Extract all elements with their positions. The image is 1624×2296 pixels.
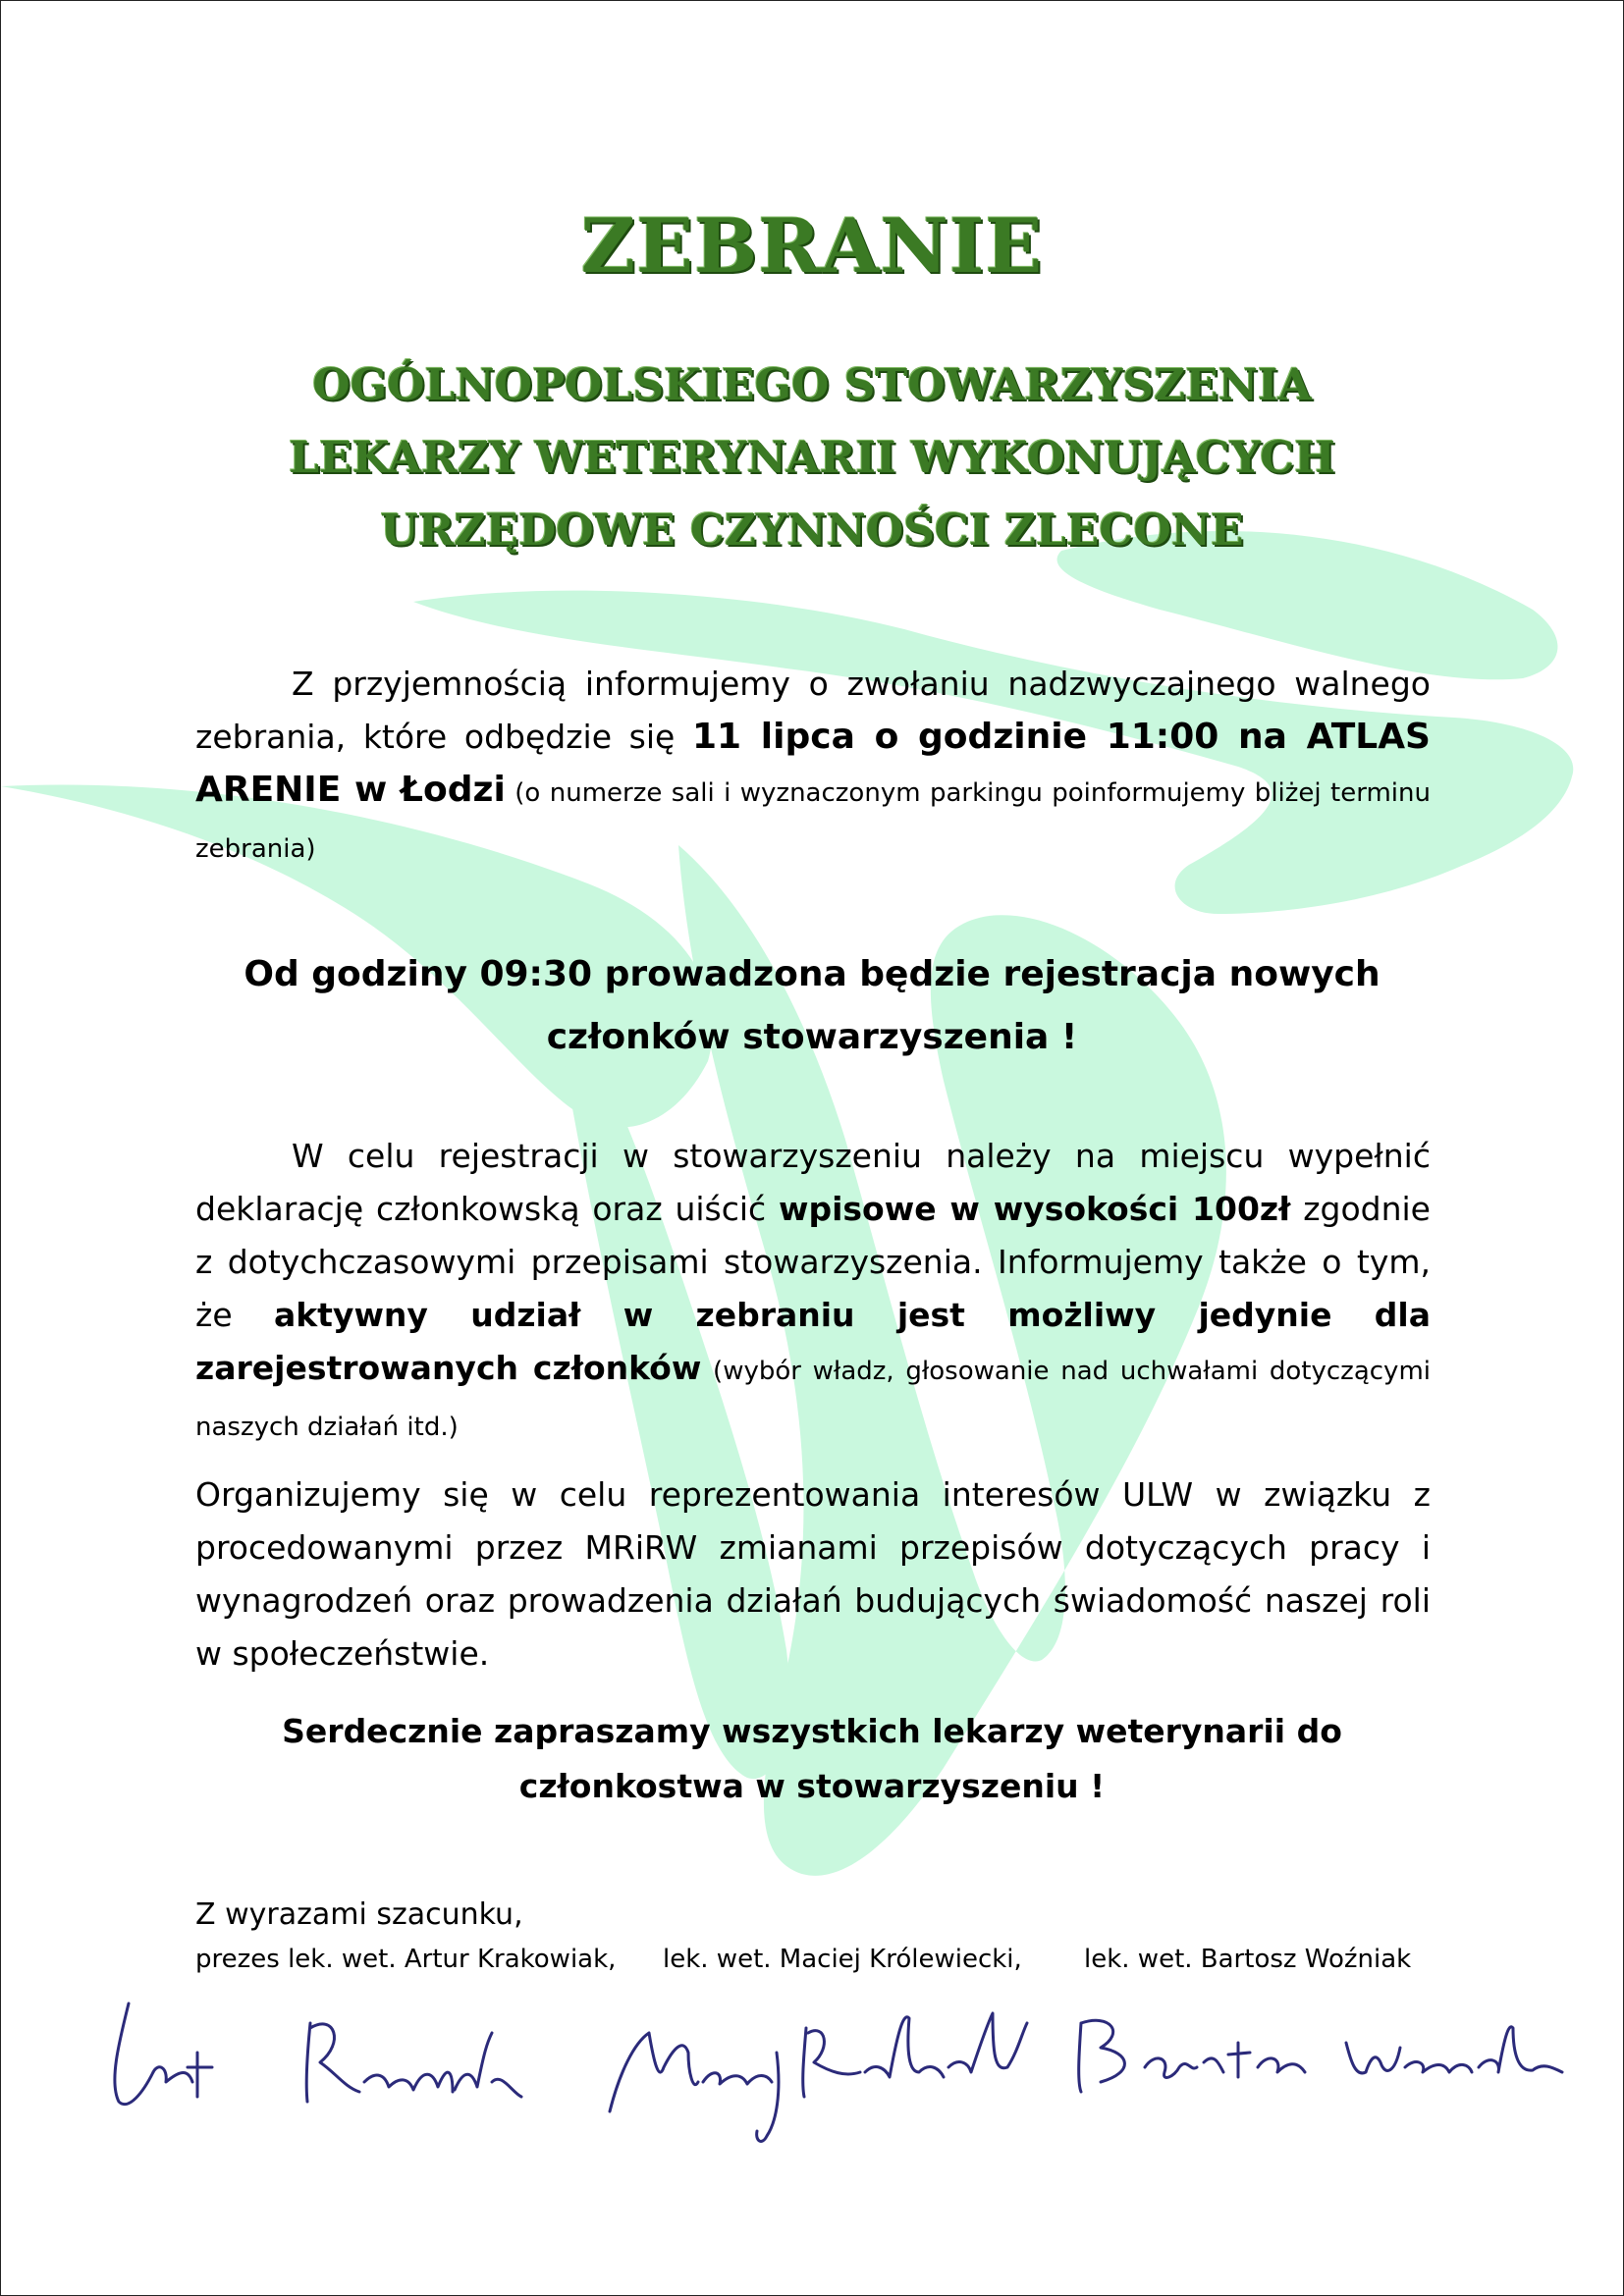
invitation-line: członkostwa w stowarzyszeniu ! bbox=[518, 1767, 1106, 1805]
signature-krakowiak bbox=[115, 2003, 521, 2105]
parking-note: (o numerze sali i wyznaczonym parkingu poinformujemy bliżej terminu zebrania) bbox=[195, 778, 1431, 864]
signature-krolewiecki bbox=[610, 2013, 1027, 2141]
closing-regards: Z wyrazami szacunku, bbox=[195, 1897, 523, 1932]
handwritten-signatures bbox=[99, 1974, 1592, 2151]
organization-name bbox=[1, 349, 1623, 567]
page-title: ZEBRANIE bbox=[580, 202, 1044, 290]
registration-line: członków stowarzyszenia ! bbox=[546, 1017, 1078, 1057]
subtitle-line: LEKARZY WETERYNARII WYKONUJĄCYCH bbox=[289, 433, 1335, 483]
invitation bbox=[1, 1704, 1623, 1814]
participation-note: (wybór władz, głosowanie nad uchwałami dotyczącymi naszych działań itd.) bbox=[195, 1357, 1431, 1442]
signature-wozniak bbox=[1079, 2020, 1562, 2092]
subtitle-line: URZĘDOWE CZYNNOŚCI ZLECONE bbox=[380, 506, 1244, 556]
meeting-date-place: 11 lipca o godzinie 11:00 na ATLAS ARENIE w Łodzi bbox=[195, 717, 1431, 810]
registration-notice bbox=[1, 943, 1623, 1069]
signatory-second: lek. wet. Maciej Królewiecki, bbox=[663, 1945, 1022, 1974]
registration-paragraph bbox=[195, 1130, 1431, 1454]
active-participation: aktywny udział w zebraniu jest możliwy jedynie dla zarejestrowanych członków bbox=[195, 1296, 1431, 1387]
registration-text-cont: zgodnie z dotychczasowymi przepisami stowarzyszenia. Informujemy także o tym, że bbox=[195, 1190, 1431, 1334]
announcement-paragraph bbox=[195, 658, 1431, 876]
signatory-president: prezes lek. wet. Artur Krakowiak, bbox=[195, 1945, 617, 1974]
registration-text: W celu rejestracji w stowarzyszeniu należy na miejscu wypełnić deklarację członkowską oraz uiścić bbox=[195, 1137, 1431, 1228]
invitation-line: Serdecznie zapraszamy wszystkich lekarzy weterynarii do bbox=[282, 1712, 1342, 1750]
signatory-third: lek. wet. Bartosz Woźniak bbox=[1084, 1945, 1412, 1974]
purpose-paragraph: Organizujemy się w celu reprezentowania interesów ULW w związku z procedowanymi przez MRiRW zmianami przepisów dotyczących pracy i wynagrodzeń oraz prowadzenia działań budujących świadomość naszej roli w społeczeństwie. bbox=[195, 1475, 1431, 1673]
subtitle-line: OGÓLNOPOLSKIEGO STOWARZYSZENIA bbox=[312, 360, 1312, 410]
fee-amount: wpisowe w wysokości 100zł bbox=[779, 1190, 1291, 1228]
announcement-intro: Z przyjemnością informujemy o zwołaniu nadzwyczajnego walnego zebrania, które odbędzie się bbox=[195, 665, 1431, 756]
registration-line: Od godziny 09:30 prowadzona będzie rejestracja nowych bbox=[244, 954, 1380, 994]
